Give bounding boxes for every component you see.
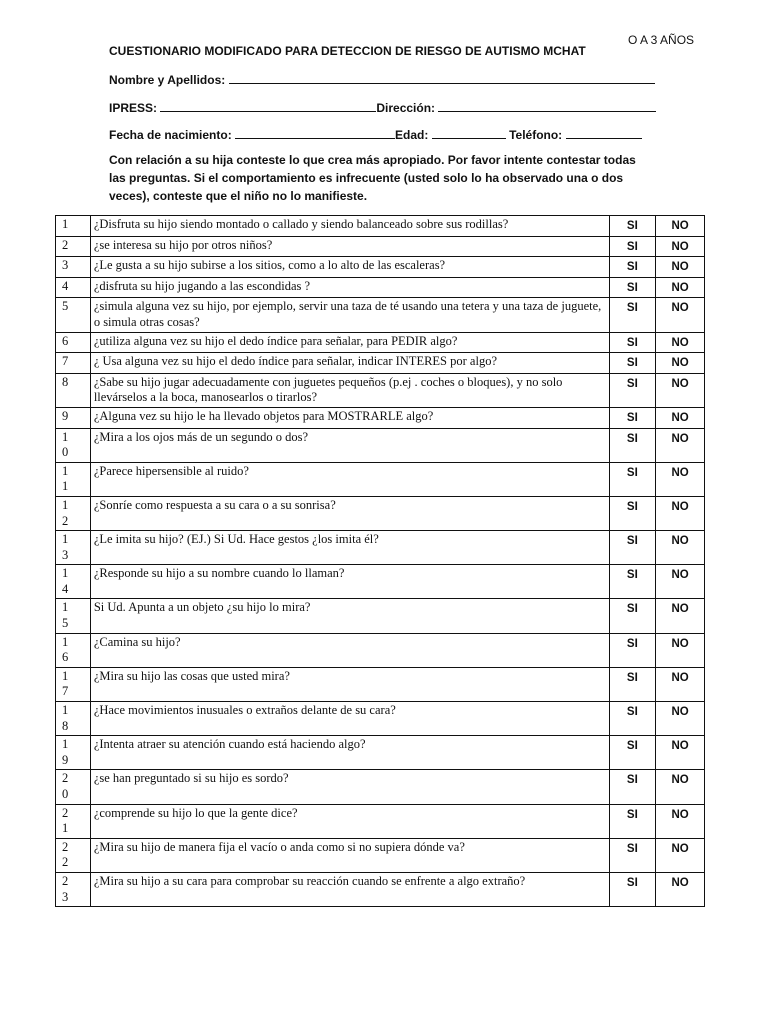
question-number: 6 [56, 332, 91, 353]
question-text: ¿Hace movimientos inusuales o extraños delante de su cara? [90, 702, 609, 736]
question-row [56, 633, 705, 667]
question-number: 2 [56, 236, 91, 257]
question-row [56, 838, 705, 872]
question-row [56, 373, 705, 407]
question-number: 4 [56, 277, 91, 298]
question-number: 3 [56, 257, 91, 278]
address-label: Dirección: [376, 101, 436, 115]
answer-no-option[interactable]: NO [656, 407, 705, 428]
question-number: 8 [56, 373, 91, 407]
answer-no-option[interactable]: NO [656, 531, 705, 565]
answer-no-option[interactable]: NO [656, 702, 705, 736]
answer-no-option[interactable]: NO [656, 332, 705, 353]
question-row [56, 496, 705, 530]
name-field[interactable] [229, 72, 655, 84]
answer-yes-option[interactable]: SI [609, 804, 656, 838]
question-row [56, 736, 705, 770]
answer-yes-option[interactable]: SI [609, 257, 656, 278]
answer-yes-option[interactable]: SI [609, 770, 656, 804]
question-number: 9 [56, 407, 91, 428]
question-number: 7 [56, 353, 91, 374]
answer-yes-option[interactable]: SI [609, 872, 656, 906]
birth-date-field[interactable] [235, 127, 395, 139]
answer-no-option[interactable]: NO [656, 428, 705, 462]
age-range-label: O A 3 AÑOS [628, 33, 695, 47]
answer-yes-option[interactable]: SI [609, 838, 656, 872]
question-text: ¿Mira a los ojos más de un segundo o dos? [90, 428, 609, 462]
answer-yes-option[interactable]: SI [609, 407, 656, 428]
question-row [56, 353, 705, 374]
question-number: 5 [56, 298, 91, 332]
question-text: ¿simula alguna vez su hijo, por ejemplo, servir una taza de té usando una tetera y una taza de juguete, o simula otras cosas? [90, 298, 609, 332]
answer-yes-option[interactable]: SI [609, 462, 656, 496]
answer-yes-option[interactable]: SI [609, 531, 656, 565]
phone-field[interactable] [566, 127, 642, 139]
question-row [56, 332, 705, 353]
question-number: 1 [56, 216, 91, 237]
name-field-row [109, 72, 655, 87]
question-text: ¿disfruta su hijo jugando a las escondidas ? [90, 277, 609, 298]
question-text: ¿Sonríe como respuesta a su cara o a su sonrisa? [90, 496, 609, 530]
question-text: ¿Mira su hijo de manera fija el vacío o anda como si no supiera dónde va? [90, 838, 609, 872]
question-row [56, 236, 705, 257]
question-row [56, 702, 705, 736]
answer-no-option[interactable]: NO [656, 462, 705, 496]
question-number: 1 7 [56, 667, 91, 701]
instructions-text: Con relación a su hija conteste lo que crea más apropiado. Por favor intente contestar todas las preguntas. Si el comportamiento es infrecuente (usted solo lo ha observado una o dos veces), conteste que el niño no lo manifieste. [109, 153, 636, 203]
question-number: 2 3 [56, 872, 91, 906]
question-text: ¿Alguna vez su hijo le ha llevado objetos para MOSTRARLE algo? [90, 407, 609, 428]
answer-no-option[interactable]: NO [656, 298, 705, 332]
question-number: 2 0 [56, 770, 91, 804]
question-row [56, 599, 705, 633]
answer-yes-option[interactable]: SI [609, 736, 656, 770]
answer-yes-option[interactable]: SI [609, 565, 656, 599]
answer-yes-option[interactable]: SI [609, 496, 656, 530]
question-row [56, 872, 705, 906]
question-text: ¿Mira su hijo las cosas que usted mira? [90, 667, 609, 701]
question-row [56, 277, 705, 298]
answer-no-option[interactable]: NO [656, 496, 705, 530]
question-row [56, 531, 705, 565]
question-number: 1 2 [56, 496, 91, 530]
question-text: ¿se interesa su hijo por otros niños? [90, 236, 609, 257]
answer-no-option[interactable]: NO [656, 838, 705, 872]
question-number: 1 6 [56, 633, 91, 667]
age-field[interactable] [432, 127, 506, 139]
answer-no-option[interactable]: NO [656, 804, 705, 838]
ipress-field-row [109, 100, 656, 115]
answer-no-option[interactable]: NO [656, 872, 705, 906]
birth-field-row [109, 127, 642, 142]
answer-yes-option[interactable]: SI [609, 633, 656, 667]
answer-no-option[interactable]: NO [656, 633, 705, 667]
question-number: 1 4 [56, 565, 91, 599]
ipress-field[interactable] [160, 100, 376, 112]
answer-no-option[interactable]: NO [656, 565, 705, 599]
ipress-label: IPRESS: [109, 101, 158, 115]
phone-label: Teléfono: [509, 128, 563, 142]
question-number: 1 3 [56, 531, 91, 565]
answer-no-option[interactable]: NO [656, 216, 705, 237]
answer-no-option[interactable]: NO [656, 353, 705, 374]
answer-yes-option[interactable]: SI [609, 332, 656, 353]
answer-no-option[interactable]: NO [656, 736, 705, 770]
question-text: ¿comprende su hijo lo que la gente dice? [90, 804, 609, 838]
question-row [56, 298, 705, 332]
question-number: 1 5 [56, 599, 91, 633]
answer-no-option[interactable]: NO [656, 257, 705, 278]
answer-yes-option[interactable]: SI [609, 599, 656, 633]
question-text: ¿Parece hipersensible al ruido? [90, 462, 609, 496]
question-number: 2 2 [56, 838, 91, 872]
answer-yes-option[interactable]: SI [609, 298, 656, 332]
question-row [56, 565, 705, 599]
address-field[interactable] [438, 100, 656, 112]
answer-yes-option[interactable]: SI [609, 667, 656, 701]
question-number: 2 1 [56, 804, 91, 838]
answer-no-option[interactable]: NO [656, 770, 705, 804]
answer-no-option[interactable]: NO [656, 667, 705, 701]
answer-yes-option[interactable]: SI [609, 702, 656, 736]
question-row [56, 462, 705, 496]
question-text: ¿Responde su hijo a su nombre cuando lo llaman? [90, 565, 609, 599]
question-row [56, 667, 705, 701]
question-text: ¿Camina su hijo? [90, 633, 609, 667]
answer-yes-option[interactable]: SI [609, 373, 656, 407]
age-label: Edad: [395, 128, 429, 142]
question-text: Si Ud. Apunta a un objeto ¿su hijo lo mira? [90, 599, 609, 633]
question-text: ¿se han preguntado si su hijo es sordo? [90, 770, 609, 804]
answer-yes-option[interactable]: SI [609, 428, 656, 462]
question-row [56, 216, 705, 237]
question-number: 1 0 [56, 428, 91, 462]
answer-yes-option[interactable]: SI [609, 216, 656, 237]
question-row [56, 428, 705, 462]
question-row [56, 407, 705, 428]
answer-no-option[interactable]: NO [656, 373, 705, 407]
question-number: 1 8 [56, 702, 91, 736]
answer-yes-option[interactable]: SI [609, 353, 656, 374]
question-text: ¿Le imita su hijo? (EJ.) Si Ud. Hace gestos ¿los imita él? [90, 531, 609, 565]
answer-no-option[interactable]: NO [656, 277, 705, 298]
document-title: CUESTIONARIO MODIFICADO PARA DETECCION DE RIESGO DE AUTISMO MCHAT [109, 44, 586, 58]
question-text: ¿Mira su hijo a su cara para comprobar su reacción cuando se enfrente a algo extraño? [90, 872, 609, 906]
answer-no-option[interactable]: NO [656, 236, 705, 257]
question-number: 1 9 [56, 736, 91, 770]
question-number: 1 1 [56, 462, 91, 496]
question-row [56, 770, 705, 804]
question-text: ¿Le gusta a su hijo subirse a los sitios, como a lo alto de las escaleras? [90, 257, 609, 278]
question-text: ¿Intenta atraer su atención cuando está haciendo algo? [90, 736, 609, 770]
answer-no-option[interactable]: NO [656, 599, 705, 633]
question-text: ¿Disfruta su hijo siendo montado o callado y siendo balanceado sobre sus rodillas? [90, 216, 609, 237]
questions-table [55, 215, 705, 907]
answer-yes-option[interactable]: SI [609, 277, 656, 298]
answer-yes-option[interactable]: SI [609, 236, 656, 257]
question-text: ¿Sabe su hijo jugar adecuadamente con juguetes pequeños (p.ej . coches o bloques), y no solo llevárselos a la boca, manosearlos o tirarlos? [90, 373, 609, 407]
question-row [56, 804, 705, 838]
birth-date-label: Fecha de nacimiento: [109, 128, 232, 142]
question-row [56, 257, 705, 278]
question-text: ¿ Usa alguna vez su hijo el dedo índice para señalar, indicar INTERES por algo? [90, 353, 609, 374]
question-text: ¿utiliza alguna vez su hijo el dedo índice para señalar, para PEDIR algo? [90, 332, 609, 353]
name-label: Nombre y Apellidos: [109, 73, 226, 87]
